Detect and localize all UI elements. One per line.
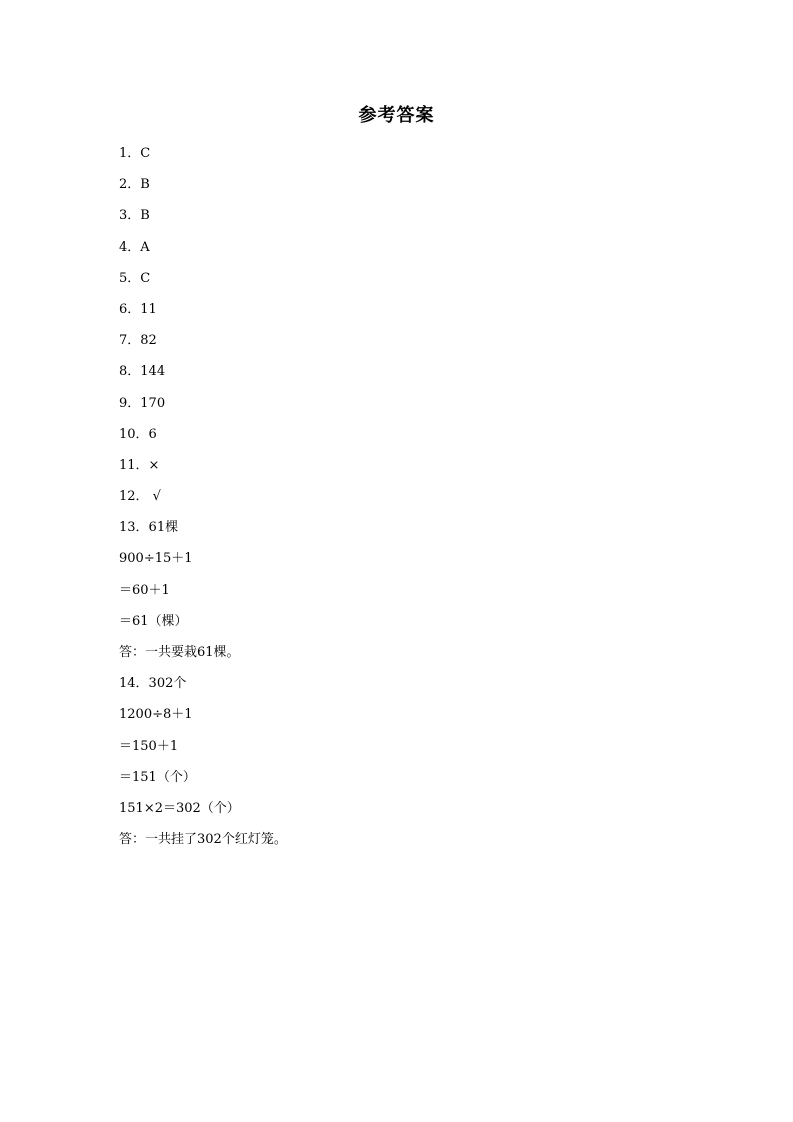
answer-line: 11．×: [119, 457, 160, 473]
solution-step: 151×2＝302（个）: [119, 800, 240, 816]
answer-line: 5．C: [119, 270, 151, 286]
solution-step: ＝60＋1: [119, 582, 170, 598]
answer-line: 14．302个: [119, 676, 187, 692]
solution-step: 900÷15＋1: [119, 551, 193, 567]
answer-line: 6．11: [119, 301, 157, 317]
answer-line: 9．170: [119, 395, 166, 411]
solution-step: 1200÷8＋1: [119, 707, 193, 723]
answer-line: 13．61棵: [119, 520, 179, 536]
answer-line: 1．C: [119, 146, 151, 161]
solution-step: ＝61（棵）: [119, 613, 188, 629]
solution-answer: 答：一共挂了302个红灯笼。: [119, 832, 287, 848]
answer-line: 12． √: [119, 489, 161, 505]
answer-line: 10．6: [119, 426, 157, 442]
answer-line: 8．144: [119, 364, 166, 380]
answer-line: 2．B: [119, 177, 150, 193]
page-title: 参考答案: [358, 105, 435, 126]
answer-line: 7．82: [119, 333, 157, 349]
solution-step: ＝151（个）: [119, 769, 196, 785]
answer-line: 4．A: [119, 239, 150, 255]
answer-list: [119, 143, 679, 860]
solution-step: ＝150＋1: [119, 738, 179, 754]
answer-line: 3．B: [119, 208, 150, 224]
solution-answer: 答：一共要栽61棵。: [119, 645, 240, 660]
